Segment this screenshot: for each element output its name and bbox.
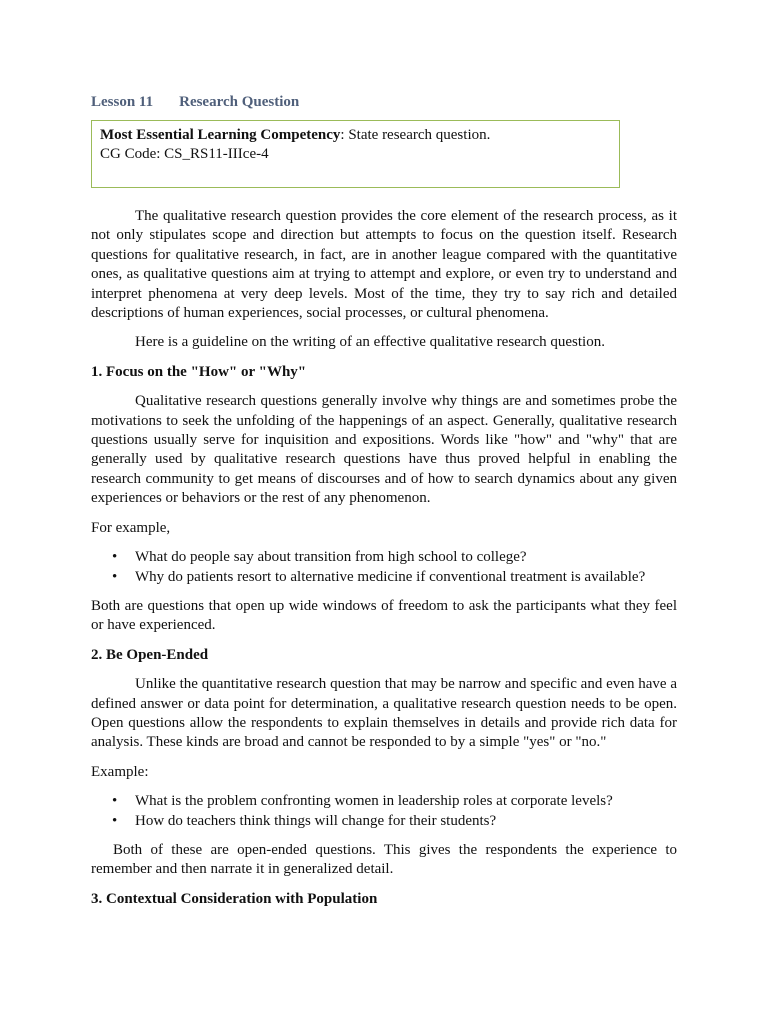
list-item [91, 568, 677, 587]
bullet-icon: • [112, 812, 118, 829]
section-2-body: Unlike the quantitative research question that may be narrow and specific and even have a defined answer or data point for determination, a qualitative research question needs to be open. Open questions allow the respondents to explain themselves in details and provide rich data for analysis. These kinds are broad and cannot be responded to by a simple "yes" or "no." [91, 676, 677, 751]
lesson-number: Lesson 11 [91, 94, 154, 110]
competency-label: Most Essential Learning Competency [100, 127, 341, 143]
lesson-title: Research Question [179, 94, 300, 110]
cg-code: CG Code: CS_RS11-IIIce-4 [100, 146, 269, 163]
document-content [91, 92, 677, 919]
list-item-text: Why do patients resort to alternative medicine if conventional treatment is available? [135, 568, 646, 585]
section-2-heading: 2. Be Open-Ended [91, 646, 209, 663]
list-item-text: What do people say about transition from high school to college? [135, 549, 527, 566]
bullet-icon: • [112, 793, 118, 810]
section-1-body: Qualitative research questions generally involve why things are and sometimes probe the motivations to seek the unfolding of the happenings of an aspect. Generally, qualitative research questions usually serve for inquisition and expositions. Words like "how" and "why" that are generally used by qualitative research questions have thus proved helpful in enabling the research community to get means of discourses and of how to search dynamics about any given experiences or behaviors or the rest of any phenomenon. [91, 393, 677, 507]
guideline-paragraph: Here is a guideline on the writing of an effective qualitative research question. [135, 334, 605, 351]
competency-text: : State research question. [340, 127, 491, 143]
section-2-example-list [91, 792, 677, 831]
section-3-heading: 3. Contextual Consideration with Population [91, 890, 378, 907]
lesson-header [91, 92, 677, 112]
section-2-example-label: Example: [91, 763, 149, 780]
competency-box [91, 120, 620, 188]
section-1-example-list [91, 548, 677, 587]
section-1-heading: 1. Focus on the "How" or "Why" [91, 363, 307, 380]
bullet-icon: • [112, 568, 118, 585]
intro-paragraph: The qualitative research question provides the core element of the research process, as it not only stipulates scope and direction but attempts to focus on the question itself. Research questions for qualitative research, in fact, are in another league compared with the quantitative ones, as qualitative questions aim at trying to attempt and explore, or even try to understand and interpret phenomena at very deep levels. Most of the time, they try to say rich and detailed descriptions of human experiences, social processes, or cultural phenomena. [91, 208, 677, 322]
list-item [91, 792, 677, 811]
list-item [91, 548, 677, 567]
bullet-icon: • [112, 549, 118, 566]
list-item [91, 812, 677, 831]
section-2-closing: Both of these are open-ended questions. This gives the respondents the experience to remember and then narrate it in generalized detail. [91, 841, 677, 878]
list-item-text: How do teachers think things will change for their students? [135, 812, 497, 829]
list-item-text: What is the problem confronting women in leadership roles at corporate levels? [135, 793, 613, 810]
section-1-closing: Both are questions that open up wide windows of freedom to ask the participants what they feel or have experienced. [91, 597, 677, 634]
competency-line [100, 126, 611, 145]
section-1-example-label: For example, [91, 519, 171, 536]
